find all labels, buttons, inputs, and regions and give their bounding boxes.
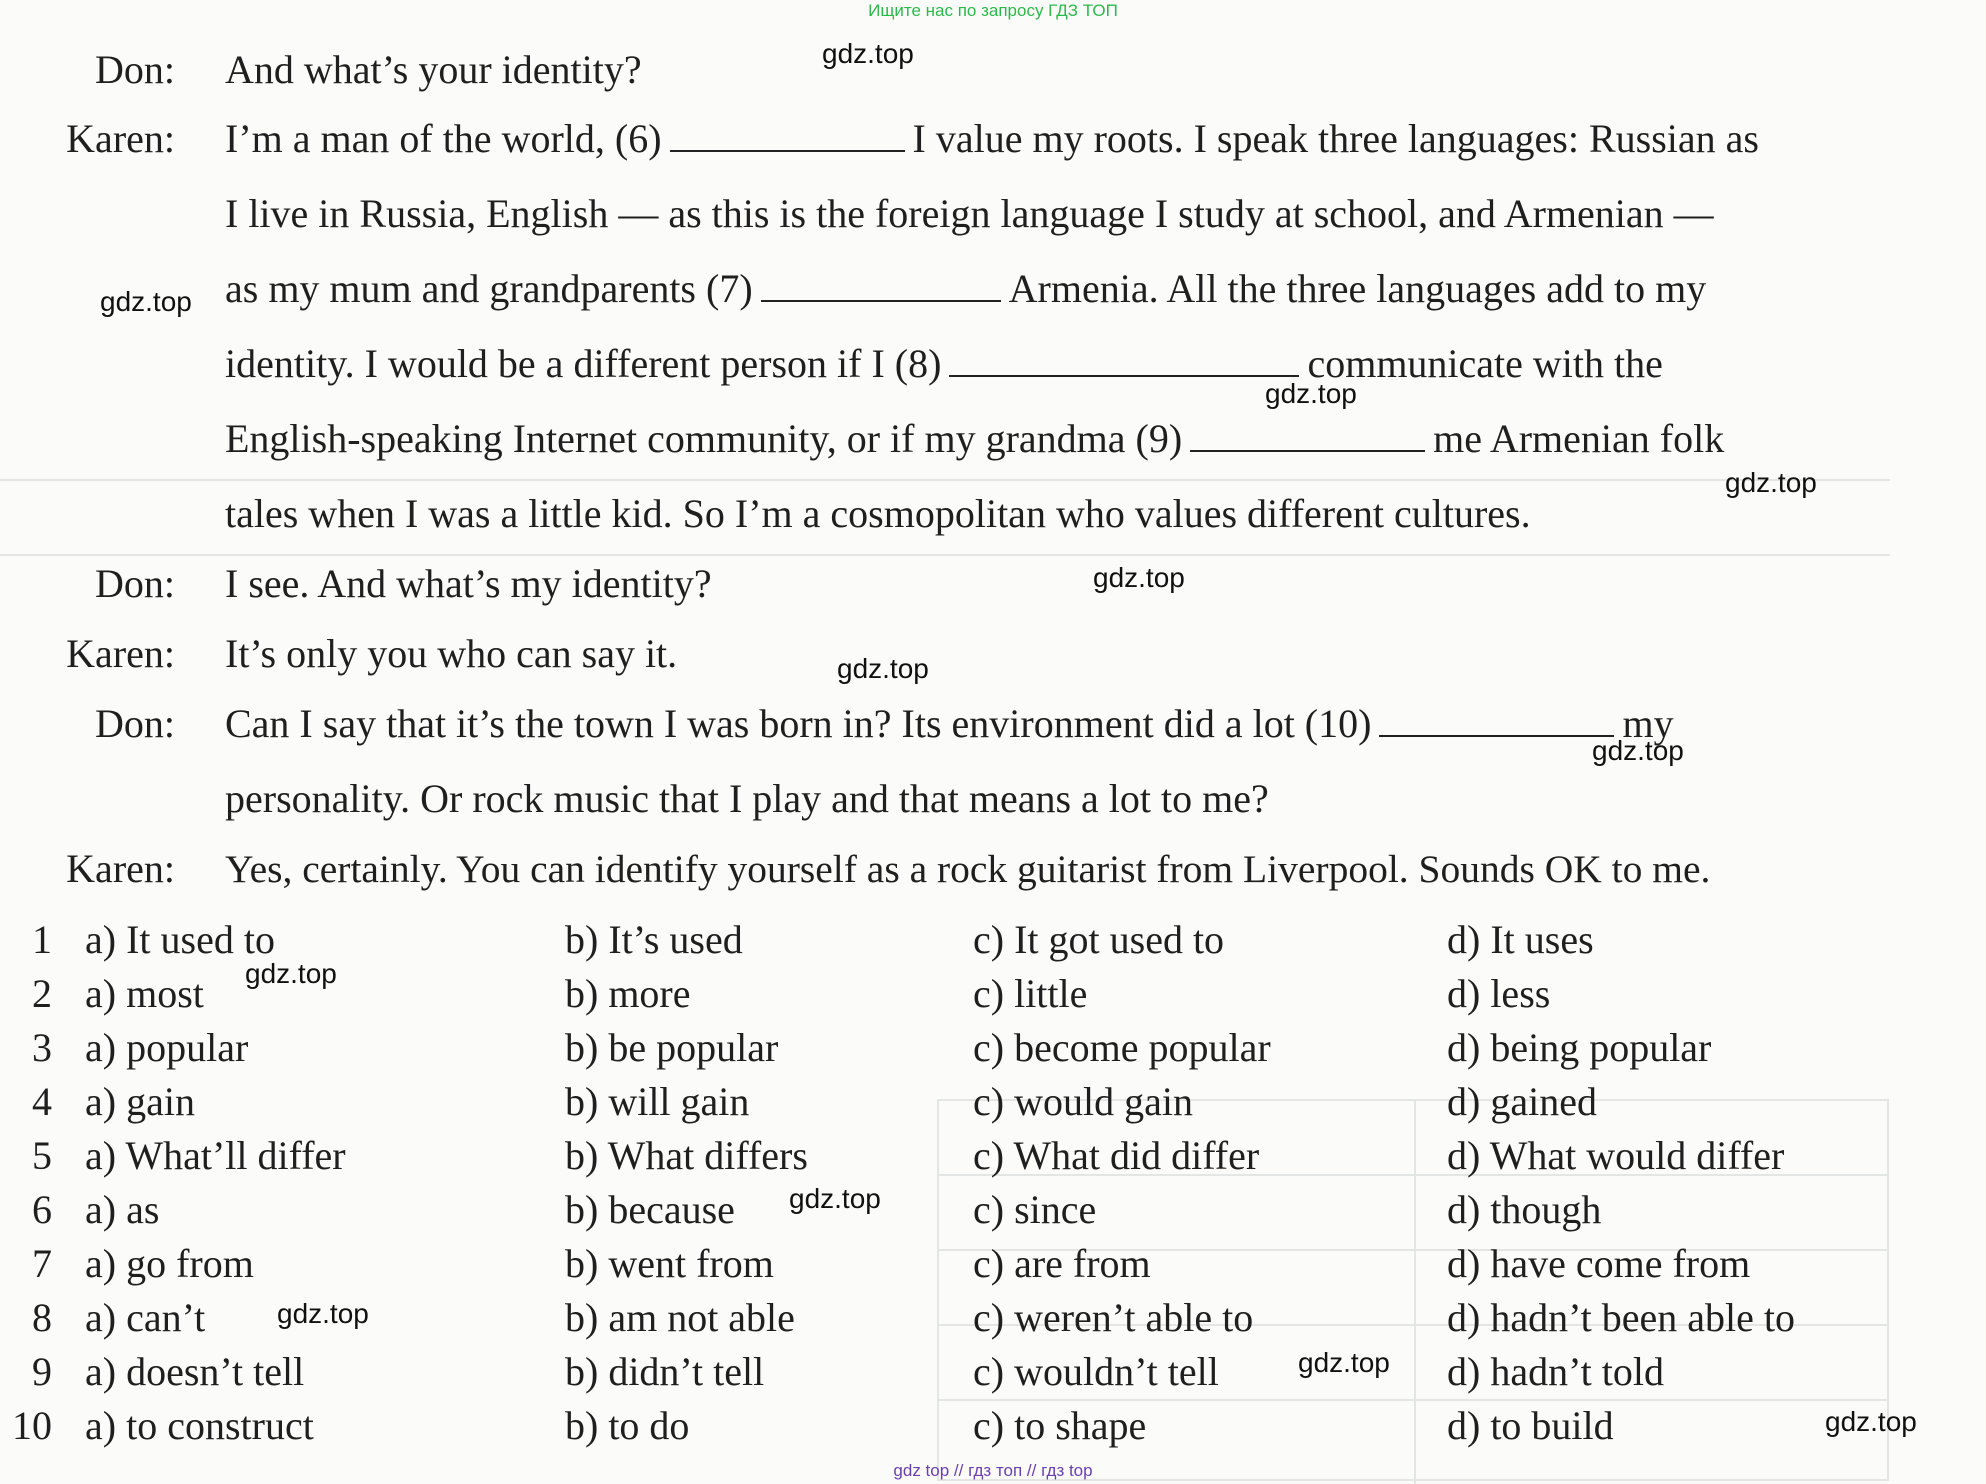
dialogue-line: personality. Or rock music that I play and that means a lot to me? bbox=[225, 776, 1269, 821]
option-b[interactable]: b) to do bbox=[565, 1403, 690, 1448]
option-number: 2 bbox=[32, 971, 52, 1016]
option-d[interactable]: d) What would differ bbox=[1447, 1133, 1785, 1178]
option-d[interactable]: d) have come from bbox=[1447, 1241, 1751, 1286]
option-b[interactable]: b) didn’t tell bbox=[565, 1349, 765, 1394]
watermark: gdz.top bbox=[1298, 1347, 1390, 1378]
watermark: gdz.top bbox=[1592, 735, 1684, 766]
answer-blank-10[interactable] bbox=[1379, 709, 1614, 737]
line-text: identity. I would be a different person if I (8) bbox=[225, 341, 942, 386]
option-d[interactable]: d) though bbox=[1447, 1187, 1602, 1232]
dialogue-line bbox=[225, 700, 1674, 748]
option-b[interactable]: b) It’s used bbox=[565, 917, 743, 962]
watermark: gdz.top bbox=[1093, 562, 1185, 593]
option-d[interactable]: d) less bbox=[1447, 971, 1551, 1016]
option-d[interactable]: d) hadn’t told bbox=[1447, 1349, 1665, 1394]
line-text: I’m a man of the world, (6) bbox=[225, 116, 662, 161]
dialogue-line bbox=[225, 340, 1663, 388]
option-a[interactable]: a) It used to bbox=[85, 917, 275, 962]
option-b[interactable]: b) am not able bbox=[565, 1295, 795, 1340]
dialogue-line bbox=[225, 415, 1724, 463]
option-a[interactable]: a) can’t bbox=[85, 1295, 206, 1340]
watermark: gdz.top bbox=[837, 653, 929, 684]
speaker-label: Karen: bbox=[66, 631, 175, 676]
line-text: communicate with the bbox=[1307, 341, 1663, 386]
option-b[interactable]: b) because bbox=[565, 1187, 735, 1232]
option-c[interactable]: c) are from bbox=[973, 1241, 1151, 1286]
option-c[interactable]: c) wouldn’t tell bbox=[973, 1349, 1219, 1394]
line-text: me Armenian folk bbox=[1433, 416, 1725, 461]
option-a[interactable]: a) most bbox=[85, 971, 204, 1016]
option-b[interactable]: b) What differs bbox=[565, 1133, 808, 1178]
option-a[interactable]: a) popular bbox=[85, 1025, 249, 1070]
answer-blank-8[interactable] bbox=[949, 349, 1299, 377]
option-b[interactable]: b) will gain bbox=[565, 1079, 750, 1124]
line-text: I value my roots. I speak three languages: Russian as bbox=[912, 116, 1759, 161]
option-number: 9 bbox=[32, 1349, 52, 1394]
dialogue-line: Yes, certainly. You can identify yourself as a rock guitarist from Liverpool. Sounds OK to me. bbox=[225, 847, 1711, 891]
option-a[interactable]: a) as bbox=[85, 1187, 160, 1232]
dialogue-line: tales when I was a little kid. So I’m a cosmopolitan who values different cultures. bbox=[225, 491, 1531, 536]
speaker-label: Karen: bbox=[66, 846, 175, 891]
line-text: as my mum and grandparents (7) bbox=[225, 266, 753, 311]
watermark: gdz.top bbox=[1825, 1406, 1917, 1437]
dialogue-line: And what’s your identity? bbox=[225, 47, 642, 92]
line-text: English-speaking Internet community, or if my grandma (9) bbox=[225, 416, 1183, 461]
option-c[interactable]: c) to shape bbox=[973, 1403, 1147, 1448]
dialogue-line: It’s only you who can say it. bbox=[225, 631, 678, 676]
line-text: Armenia. All the three languages add to my bbox=[1008, 266, 1707, 311]
option-number: 1 bbox=[32, 917, 52, 962]
option-c[interactable]: c) little bbox=[973, 971, 1088, 1016]
option-number: 6 bbox=[32, 1187, 52, 1232]
option-d[interactable]: d) to build bbox=[1447, 1403, 1614, 1448]
option-number: 8 bbox=[32, 1295, 52, 1340]
watermark: gdz.top bbox=[822, 38, 914, 69]
dialogue-line: I see. And what’s my identity? bbox=[225, 561, 712, 606]
watermark: gdz.top bbox=[1725, 467, 1817, 498]
dialogue-line bbox=[225, 115, 1759, 163]
line-text: my bbox=[1622, 701, 1674, 746]
answer-blank-9[interactable] bbox=[1190, 424, 1425, 452]
option-c[interactable]: c) would gain bbox=[973, 1079, 1193, 1124]
option-c[interactable]: c) since bbox=[973, 1187, 1097, 1232]
option-number: 10 bbox=[12, 1403, 52, 1448]
option-number: 4 bbox=[32, 1079, 52, 1124]
option-number: 5 bbox=[32, 1133, 52, 1178]
option-number: 7 bbox=[32, 1241, 52, 1286]
dialogue-line bbox=[225, 265, 1706, 313]
option-number: 3 bbox=[32, 1025, 52, 1070]
option-b[interactable]: b) more bbox=[565, 971, 691, 1016]
dialogue-line: I live in Russia, English — as this is the foreign language I study at school, and Armenian — bbox=[225, 191, 1714, 236]
option-c[interactable]: c) become popular bbox=[973, 1025, 1271, 1070]
option-b[interactable]: b) be popular bbox=[565, 1025, 779, 1070]
option-d[interactable]: d) It uses bbox=[1447, 917, 1594, 962]
answer-blank-7[interactable] bbox=[761, 274, 1001, 302]
answer-blank-6[interactable] bbox=[670, 124, 905, 152]
speaker-label: Don: bbox=[95, 701, 175, 746]
bottom-banner[interactable]: gdz top // гдз топ // гдз top bbox=[893, 1461, 1093, 1480]
line-text: Can I say that it’s the town I was born in? Its environment did a lot (10) bbox=[225, 701, 1372, 746]
watermark: gdz.top bbox=[1265, 378, 1357, 409]
option-c[interactable]: c) It got used to bbox=[973, 917, 1225, 962]
speaker-label: Don: bbox=[95, 561, 175, 606]
watermark: gdz.top bbox=[277, 1298, 369, 1329]
option-c[interactable]: c) What did differ bbox=[973, 1133, 1260, 1178]
option-d[interactable]: d) gained bbox=[1447, 1079, 1597, 1124]
option-a[interactable]: a) to construct bbox=[85, 1403, 314, 1448]
watermark: gdz.top bbox=[789, 1183, 881, 1214]
option-b[interactable]: b) went from bbox=[565, 1241, 774, 1286]
speaker-label: Don: bbox=[95, 47, 175, 92]
top-banner[interactable]: Ищите нас по запросу ГДЗ ТОП bbox=[868, 1, 1118, 20]
option-c[interactable]: c) weren’t able to bbox=[973, 1295, 1254, 1340]
option-a[interactable]: a) go from bbox=[85, 1241, 254, 1286]
watermark: gdz.top bbox=[245, 958, 337, 989]
option-a[interactable]: a) doesn’t tell bbox=[85, 1349, 305, 1394]
option-a[interactable]: a) gain bbox=[85, 1079, 195, 1124]
speaker-label: Karen: bbox=[66, 116, 175, 161]
option-a[interactable]: a) What’ll differ bbox=[85, 1133, 346, 1178]
watermark: gdz.top bbox=[100, 286, 192, 317]
option-d[interactable]: d) hadn’t been able to bbox=[1447, 1295, 1796, 1340]
option-d[interactable]: d) being popular bbox=[1447, 1025, 1712, 1070]
